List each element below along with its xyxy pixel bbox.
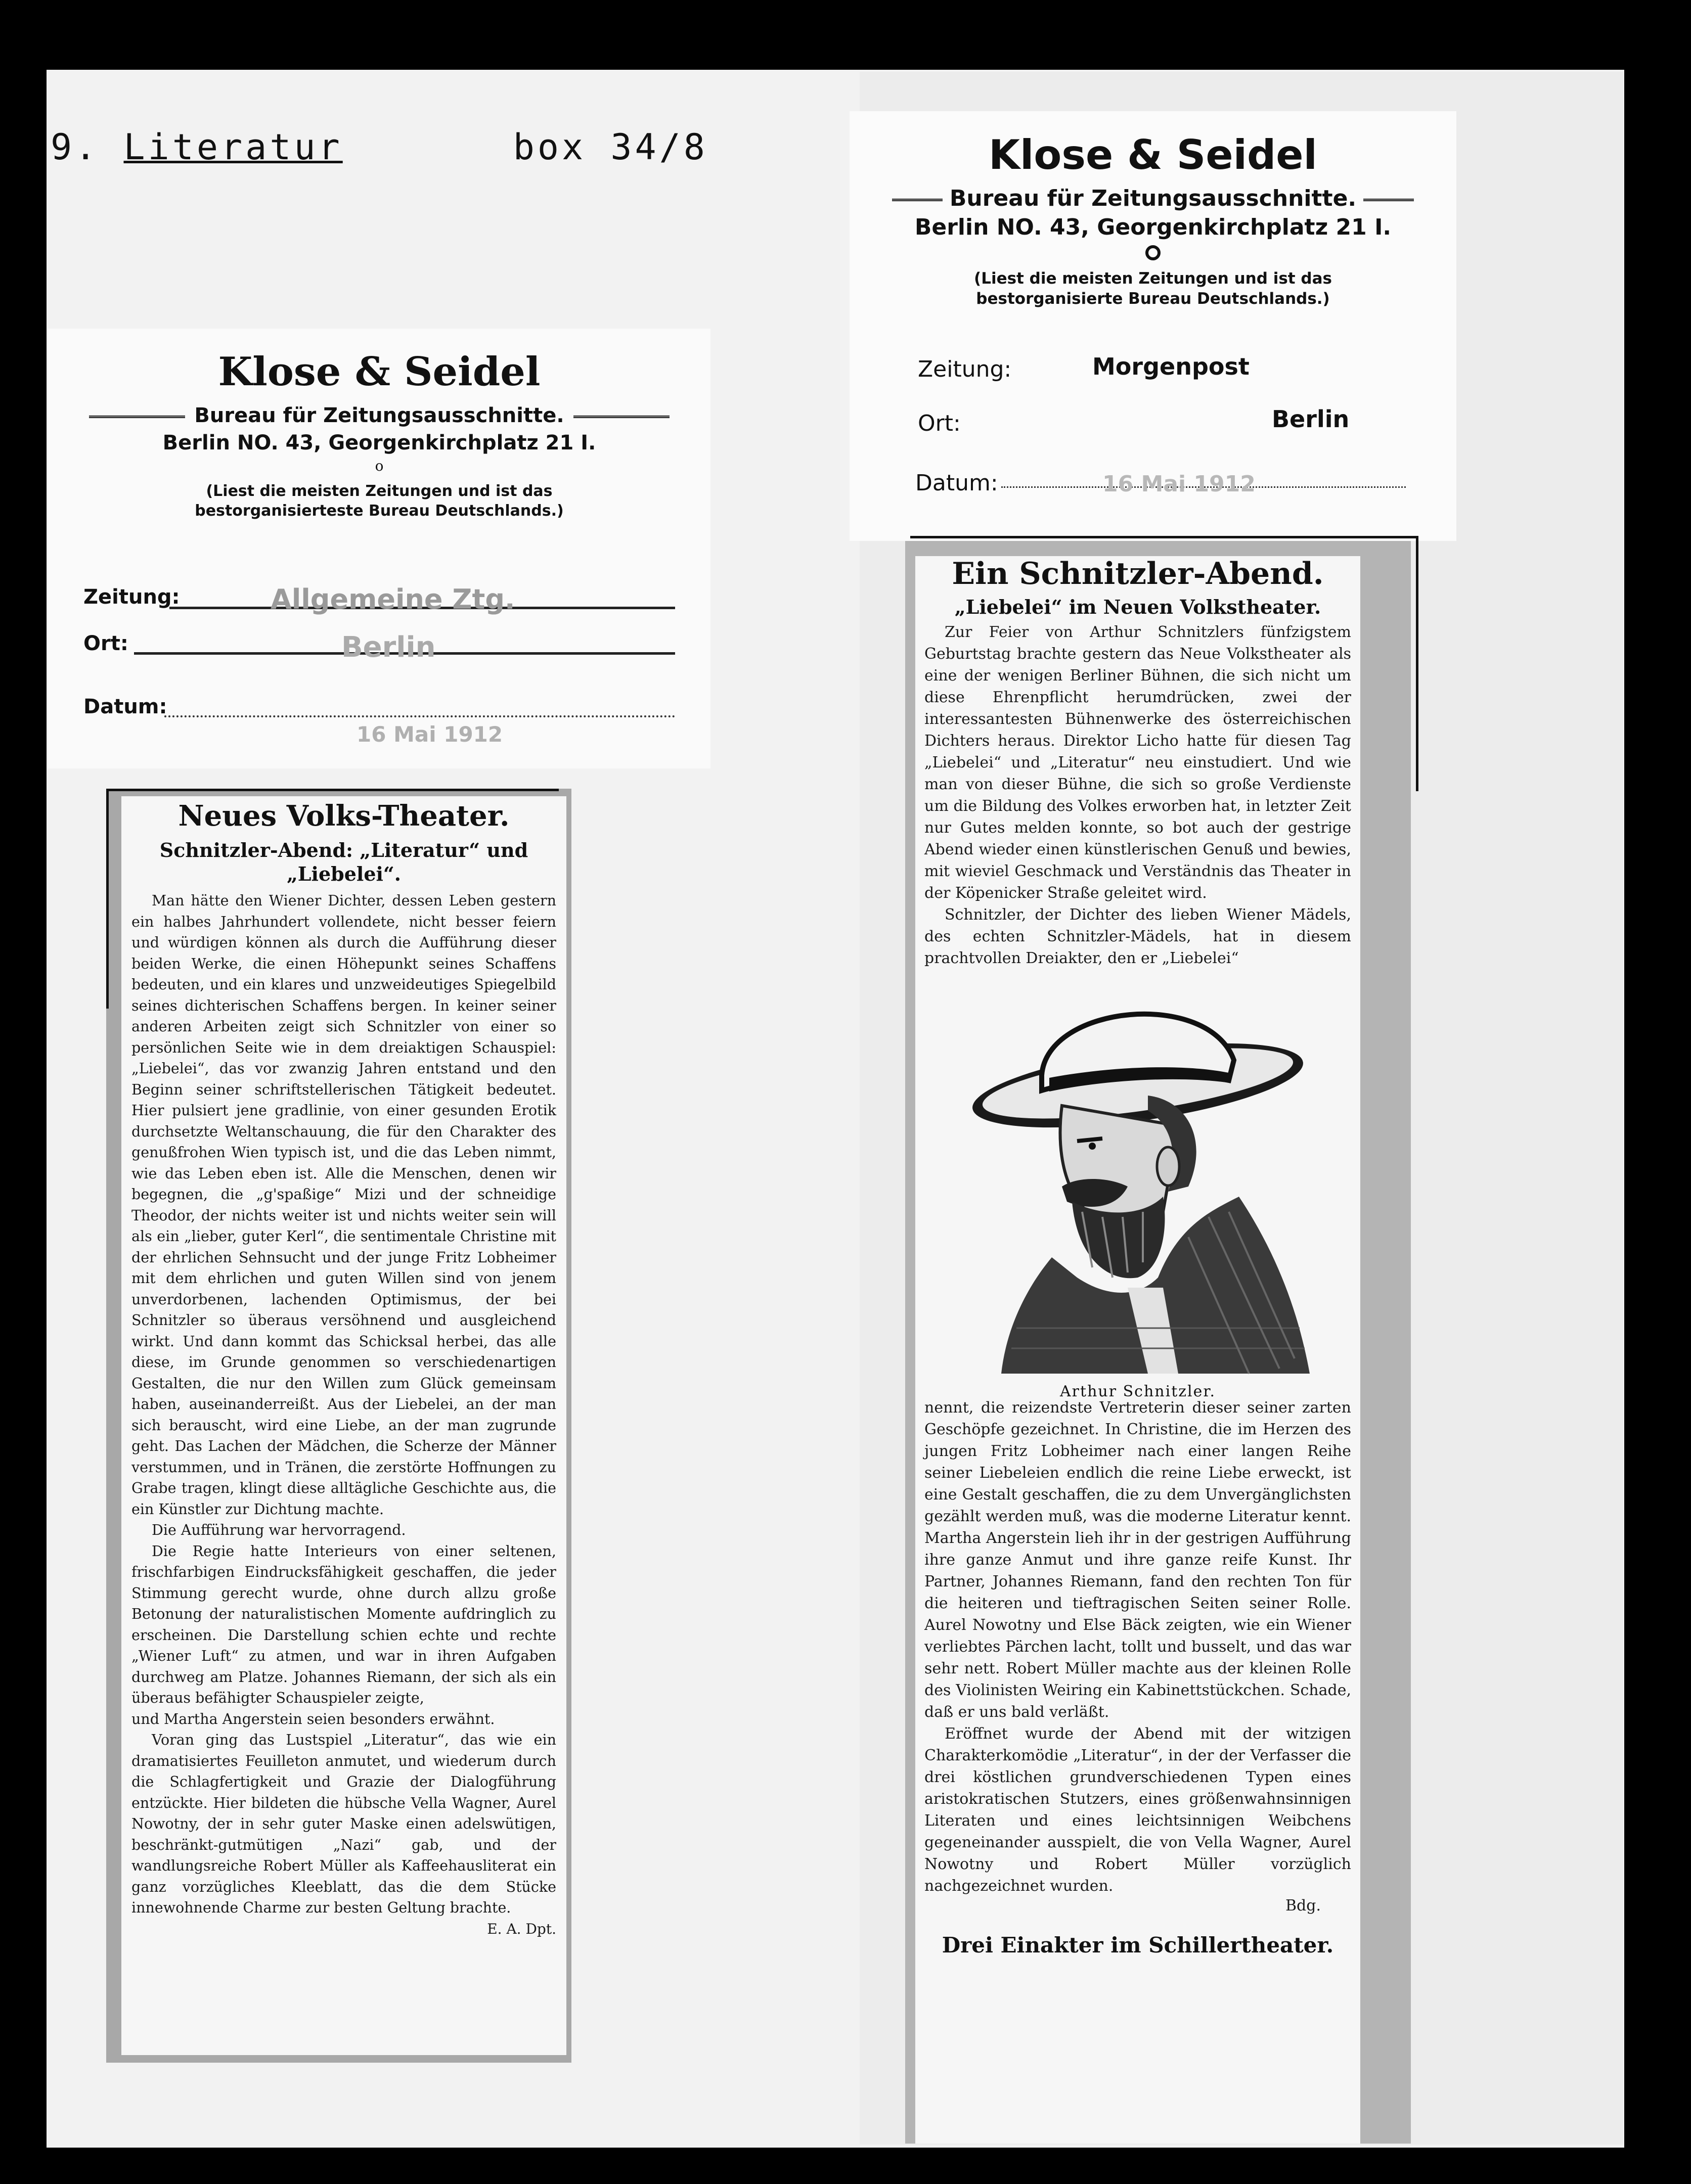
right-slip-datum-value: 16 Mai 1912	[1102, 471, 1256, 497]
right-article-paragraph-3: nennt, die reizendste Vertreterin dieser seiner zarten Geschöpfe gezeichnet. In Christine, die im Herzen des jungen Fritz Lobheimer nach einer langen Reihe seiner Liebeleien endlich die reine Liebe erweckt, ist eine Gestalt geschaffen, die zu dem Unvergänglichsten gezählt werden muß, was die moderne Literatur kennt. Martha Angerstein lieh ihr in der gestrigen Aufführung ihre ganze Anmut und ihre ganze reife Kunst. Ihr Partner, Johannes Riemann, fand den rechten Ton für die heiteren und tieftragischen Seiten seiner Rolle. Aurel Nowotny und Else Bäck zeigten, wie ein Wiener verliebtes Pärchen lacht, tollt und busselt, und das war sehr nett. Robert Müller machte aus der kleinen Rolle des Violinisten Weiring ein Kabinettstückchen. Schade, daß er uns bald verläßt.	[924, 1399, 1351, 1721]
right-slip-separator-icon	[850, 245, 1456, 262]
right-slip-ort-label: Ort:	[918, 411, 961, 436]
left-slip-zeitung-label: Zeitung:	[83, 585, 180, 609]
left-article-paragraph-3: Die Regie hatte Interieurs von einer seltenen, frischfarbigen Eindrucksfähigkeit geschaffen, die jeder Stimmung gerecht wurde, ohne durch allzu große Betonung der naturalistischen Momente aufdringlich zu erscheinen. Die Darstellung schien echte und rechte „Wiener Luft“ zu atmen, und war in ihren Aufgaben durchweg am Platze. Johannes Riemann, der sich als ein überaus befähigter Schauspieler zeigte,	[131, 1542, 556, 1706]
right-article-paragraph-4: Eröffnet wurde der Abend mit der witzigen Charakterkomödie „Literatur“, in der der Verfasser die drei köstlichen grundverschiedenen Typen eines aristokratischen Stutzers, eines größenwahnsinnigen Literaten und eines leichtsinnigen Weibchens gegeneinander ausspielt, die von Vella Wagner, Aurel Nowotny und Robert Müller vorzüglich nachgezeichnet wurden.	[924, 1725, 1351, 1895]
portrait-caption: Arthur Schnitzler.	[1060, 1383, 1216, 1400]
left-slip-datum-value: 16 Mai 1912	[357, 722, 503, 747]
folder-header	[51, 126, 708, 168]
right-article-signature: Bdg.	[1285, 1897, 1321, 1915]
left-slip-datum-line	[164, 715, 675, 717]
left-slip-address: Berlin NO. 43, Georgenkirchplatz 21 I.	[162, 431, 596, 454]
left-slip-subtitle-text: Bureau für Zeitungsausschnitte.	[194, 404, 564, 427]
left-article-paragraph-4: und Martha Angerstein seien besonders erwähnt.	[131, 1710, 495, 1727]
left-article	[121, 796, 566, 2055]
left-slip-subtitle	[48, 404, 710, 427]
left-slip-zeitung-value: Allgemeine Ztg.	[271, 583, 515, 615]
left-slip-ort-label: Ort:	[83, 632, 128, 655]
right-slip-address: Berlin NO. 43, Georgenkirchplatz 21 I.	[914, 214, 1392, 240]
left-article-paragraph-5: Voran ging das Lustspiel „Literatur“, das wie ein dramatisiertes Feuilleton anmutet, und wiederum durch die Schlagfertigkeit und Grazie der Dialogführung entzückte. Hier bildeten die hübsche Vella Wagner, Aurel Nowotny, der in sehr guter Maske einen adelswütigen, beschränkt-gutmütigen „Nazi“ gab, und der wandlungsreiche Robert Müller als Kaffeehausliterat ein ganz vorzügliches Kleeblatt, das die dem Stücke innewohnende Charme zur besten Geltung brachte.	[131, 1732, 556, 1916]
left-slip-note-1: (Liest die meisten Zeitungen und ist das	[206, 482, 553, 500]
right-slip-subtitle-text: Bureau für Zeitungsausschnitte.	[949, 186, 1357, 211]
left-clipping-slip	[48, 329, 710, 768]
right-slip-ort-value: Berlin	[1272, 405, 1350, 433]
left-article-title: Neues Volks-Theater.	[178, 799, 510, 833]
left-slip-ort-value: Berlin	[341, 631, 436, 664]
right-slip-note-1: (Liest die meisten Zeitungen und ist das	[974, 269, 1332, 288]
left-slip-separator-icon: o	[375, 458, 384, 474]
right-slip-zeitung-value: Morgenpost	[1092, 353, 1250, 380]
right-slip-datum-label: Datum:	[915, 470, 998, 496]
header-box: box 34/8	[513, 126, 708, 168]
right-article-paragraph-2: Schnitzler, der Dichter des lieben Wiener Mädels, des echten Schnitzler-Mädels, hat in diesem prachtvollen Dreiakter, den er „Liebelei“	[924, 906, 1351, 967]
portrait-illustration	[925, 974, 1350, 1379]
left-slip-note-2: bestorganisierteste Bureau Deutschlands.)	[195, 502, 564, 520]
right-slip-zeitung-label: Zeitung:	[918, 356, 1012, 382]
right-slip-note-2: bestorganisierte Bureau Deutschlands.)	[976, 290, 1330, 308]
right-clipping-slip	[850, 111, 1456, 541]
right-slip-title: Klose & Seidel	[989, 131, 1317, 178]
left-article-paragraph-1: Man hätte den Wiener Dichter, dessen Leben gestern ein halbes Jahrhundert vollendete, nicht besser feiern und würdigen können als durch die Aufführung dieser beiden Werke, die einen Höhepunkt seines Schaffens bedeuten, und ein klares und unzweideutiges Spiegelbild seines dichterischen Schaffens bergen. In keiner seiner anderen Arbeiten zeigt sich Schnitzler von einer so persönlichen Seite wie in dem dreiaktigen Schauspiel: „Liebelei“, das vor zwanzig Jahren entstand und den Beginn seiner schriftstellerischen Tätigkeit bedeutet. Hier pulsiert jene gradlinie, von einer gesunden Erotik durchsetzte Weltanschauung, die für den Charakter des genußfrohen Wien typisch ist, und die das Leben nimmt, wie das Leben eben ist. Alle die Menschen, denen wir begegnen, die „g'spaßige“ Mizi und der schneidige Theodor, der nichts weiter ist und nichts weiter sein will als ein „lieber, guter Kerl“, die sentimentale Christine mit der ehrlichen Sehnsucht und der junge Fritz Lobheimer mit dem ehrlichen und guten Willen sind von jenem unverdorbenen, lachenden Optimismus, der bei Schnitzler so überaus versöhnend und ausgleichend wirkt. Und dann kommt das Schicksal herbei, das alle diese, im Grunde genommen so verschiedenartigen Gestalten, die nur den Willen zum Glück gemeinsam haben, auseinanderreißt. Aus der Liebelei, an der man sich berauscht, wird eine Liebe, an der man zugrunde geht. Das Lachen der Mädchen, die Scherze der Männer verstummen, und in Tränen, die zerstörte Hoffnungen zu Grabe tragen, klingt diese alltägliche Geschichte aus, die ein Künstler zur Dichtung machte.	[131, 892, 556, 1518]
header-prefix: 9.	[51, 126, 100, 168]
right-article-footer-headline: Drei Einakter im Schillertheater.	[942, 1933, 1334, 1958]
left-slip-title: Klose & Seidel	[218, 349, 541, 395]
right-article-subtitle: „Liebelei“ im Neuen Volkstheater.	[954, 596, 1321, 618]
right-slip-subtitle	[850, 186, 1456, 211]
right-article	[915, 556, 1360, 2144]
left-slip-datum-label: Datum:	[83, 695, 167, 718]
left-article-subtitle-2: „Liebelei“.	[286, 862, 402, 885]
right-article-paragraph-1: Zur Feier von Arthur Schnitzlers fünfzigstem Geburtstag brachte gestern das Neue Volkstheater als eine der wenigen Berliner Bühnen, die sich nicht um diese Ehrenpflicht herumdrücken, zwei der interessantesten Bühnenwerke des österreichischen Dichters heraus. Direktor Licho hatte für diesen Tag „Liebelei“ und „Literatur“ neu einstudiert. Und wie man von dieser Bühne, die sich so große Verdienste um die Bildung des Volkes erworben hat, in letzter Zeit nur Gutes melden konnte, so bot auch der gestrige Abend wieder einen künstlerischen Genuß und bewies, mit wieviel Geschmack und Verständnis das Theater in der Köpenicker Straße geleitet wird.	[924, 623, 1351, 902]
left-article-signature: E. A. Dpt.	[487, 1920, 556, 1937]
left-article-subtitle-1: Schnitzler-Abend: „Literatur“ und	[159, 839, 528, 861]
right-article-title: Ein Schnitzler-Abend.	[952, 556, 1324, 592]
header-category: Literatur	[123, 126, 343, 168]
schnitzler-portrait	[925, 974, 1350, 1400]
left-article-paragraph-2: Die Aufführung war hervorragend.	[152, 1522, 406, 1538]
